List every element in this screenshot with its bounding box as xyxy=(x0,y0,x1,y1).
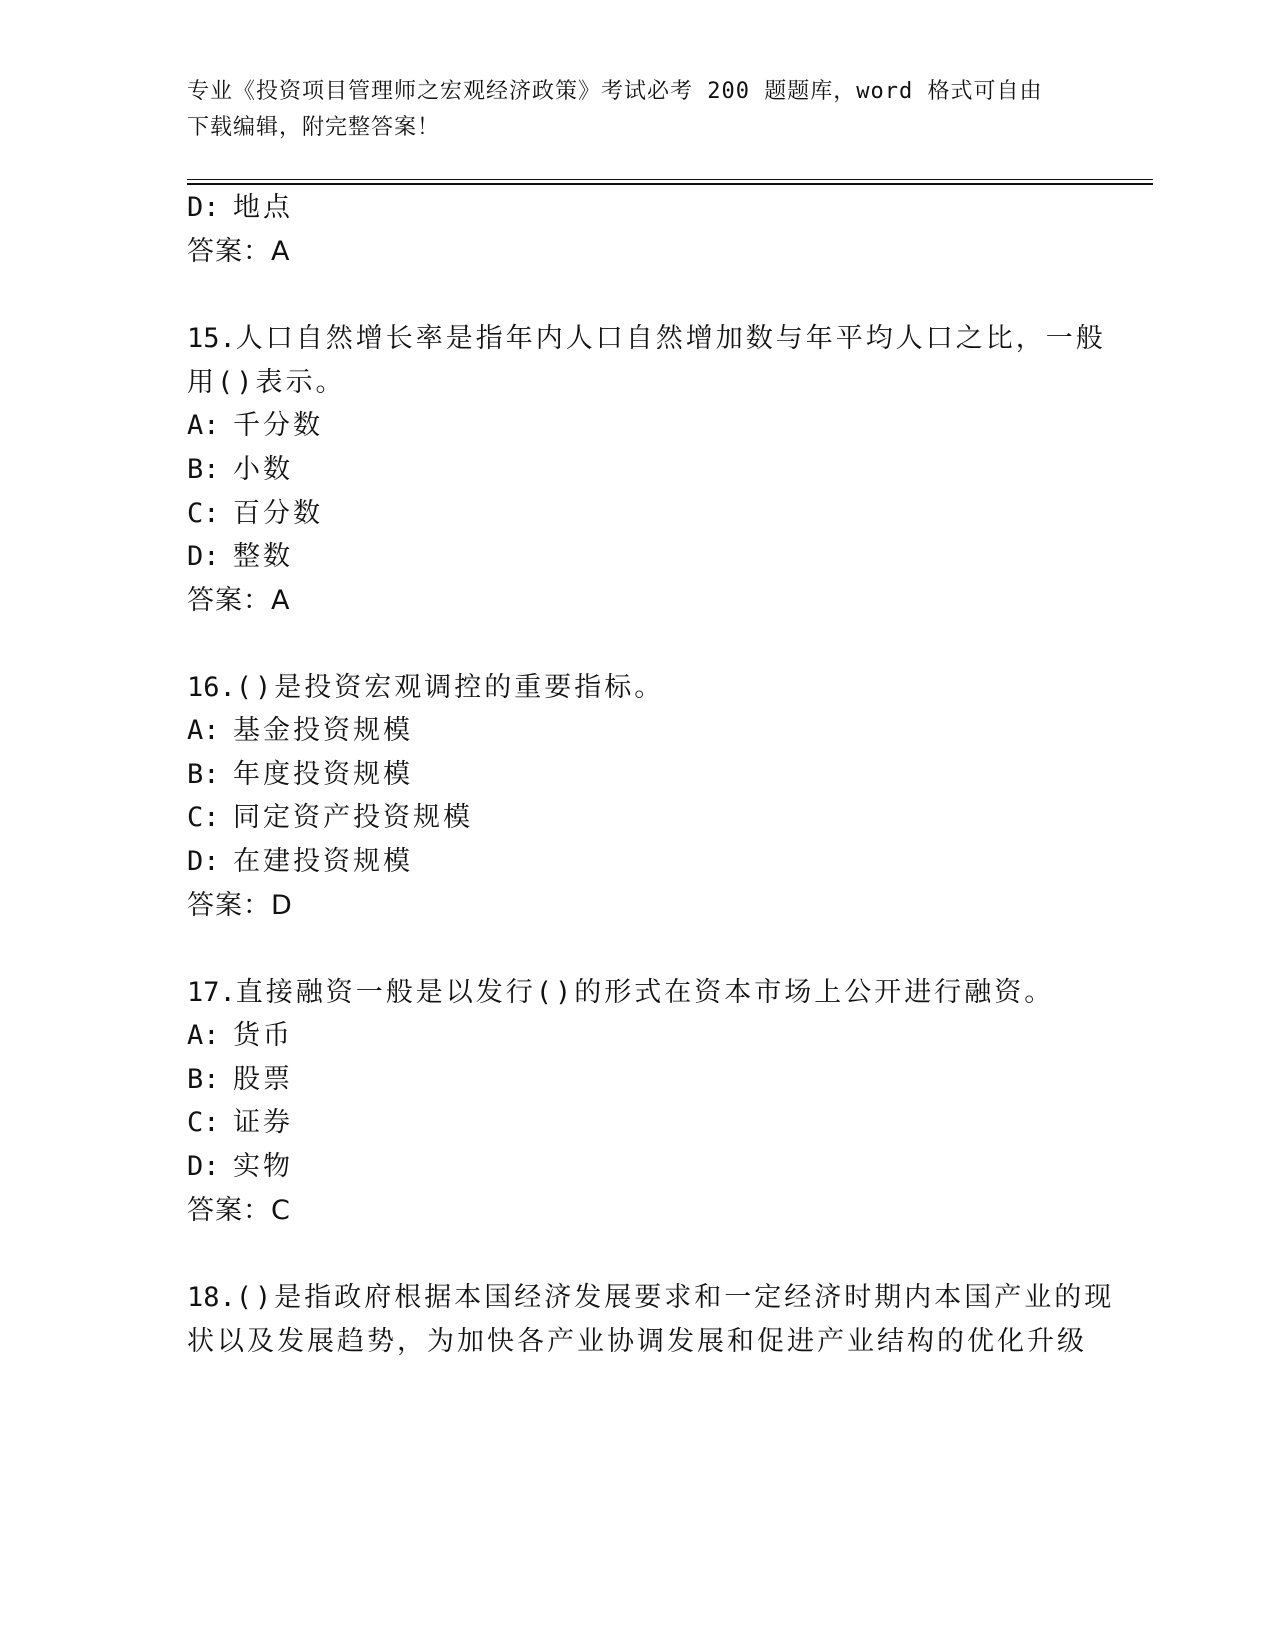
question-16-option-a xyxy=(187,713,413,749)
option-key: B: xyxy=(187,759,220,790)
option-key: B: xyxy=(187,454,220,485)
question-number: 15. xyxy=(187,323,236,354)
question-number: 17. xyxy=(187,977,236,1008)
question-15-line-2: 用()表示。 xyxy=(187,367,346,398)
question-16-answer: 答案：D xyxy=(187,890,293,921)
question-17-option-d xyxy=(187,1149,293,1185)
question-17-option-a xyxy=(187,1018,293,1054)
option-text: 同定资产投资规模 xyxy=(233,802,473,833)
question-number: 16. xyxy=(187,672,236,703)
option-key: D: xyxy=(187,541,220,572)
option-text: 实物 xyxy=(233,1151,293,1182)
option-text: 千分数 xyxy=(233,410,323,441)
option-text: 在建投资规模 xyxy=(233,846,413,877)
option-key: C: xyxy=(187,1107,220,1138)
option-text: 股票 xyxy=(233,1064,293,1095)
option-key: D: xyxy=(187,192,220,223)
option-text: 基金投资规模 xyxy=(233,715,413,746)
option-key: A: xyxy=(187,1020,220,1051)
question-15-option-c xyxy=(187,496,323,532)
option-text: 整数 xyxy=(233,541,293,572)
question-17-answer: 答案：C xyxy=(187,1195,291,1226)
question-15-option-d xyxy=(187,539,293,575)
question-17-option-b xyxy=(187,1062,293,1098)
question-16-option-c xyxy=(187,800,473,836)
option-key: C: xyxy=(187,802,220,833)
question-15-option-b xyxy=(187,452,293,488)
option-key: A: xyxy=(187,410,220,441)
question-15-answer: 答案：A xyxy=(187,585,291,616)
question-number: 18. xyxy=(187,1282,236,1313)
question-text: ()是投资宏观调控的重要指标。 xyxy=(235,672,665,703)
question-text: ()是指政府根据本国经济发展要求和一定经济时期内本国产业的现 xyxy=(235,1282,1115,1313)
question-text: 直接融资一般是以发行()的形式在资本市场上公开进行融资。 xyxy=(235,977,1055,1008)
option-key: C: xyxy=(187,498,220,529)
header-divider-thick xyxy=(187,183,1153,185)
question-15-line-1 xyxy=(187,321,1106,357)
option-text: 百分数 xyxy=(233,498,323,529)
question-text: 人口自然增长率是指年内人口自然增加数与年平均人口之比，一般 xyxy=(235,323,1106,354)
document-header xyxy=(187,74,1087,146)
question-16-option-b xyxy=(187,757,413,793)
option-text: 年度投资规模 xyxy=(233,759,413,790)
header-line-1: 专业《投资项目管理师之宏观经济政策》考试必考 200 题题库，word 格式可自由 xyxy=(187,79,1043,104)
option-text: 货币 xyxy=(233,1020,293,1051)
option-text: 小数 xyxy=(233,454,293,485)
option-text: 证券 xyxy=(233,1107,293,1138)
question-17-option-c xyxy=(187,1105,293,1141)
prev-answer: 答案：A xyxy=(187,236,291,267)
question-18-line-2: 状以及发展趋势，为加快各产业协调发展和促进产业结构的优化升级 xyxy=(187,1326,1087,1357)
question-15-option-a xyxy=(187,408,323,444)
option-key: A: xyxy=(187,715,220,746)
option-key: B: xyxy=(187,1064,220,1095)
question-17-line-1 xyxy=(187,975,1054,1011)
option-key: D: xyxy=(187,846,220,877)
prev-option-d xyxy=(187,190,293,226)
question-16-option-d xyxy=(187,844,413,880)
header-line-2: 下载编辑，附完整答案！ xyxy=(187,115,441,140)
question-18-line-1 xyxy=(187,1280,1114,1316)
option-key: D: xyxy=(187,1151,220,1182)
option-text: 地点 xyxy=(233,192,293,223)
header-divider-thin xyxy=(187,179,1153,180)
question-16-line-1 xyxy=(187,670,664,706)
